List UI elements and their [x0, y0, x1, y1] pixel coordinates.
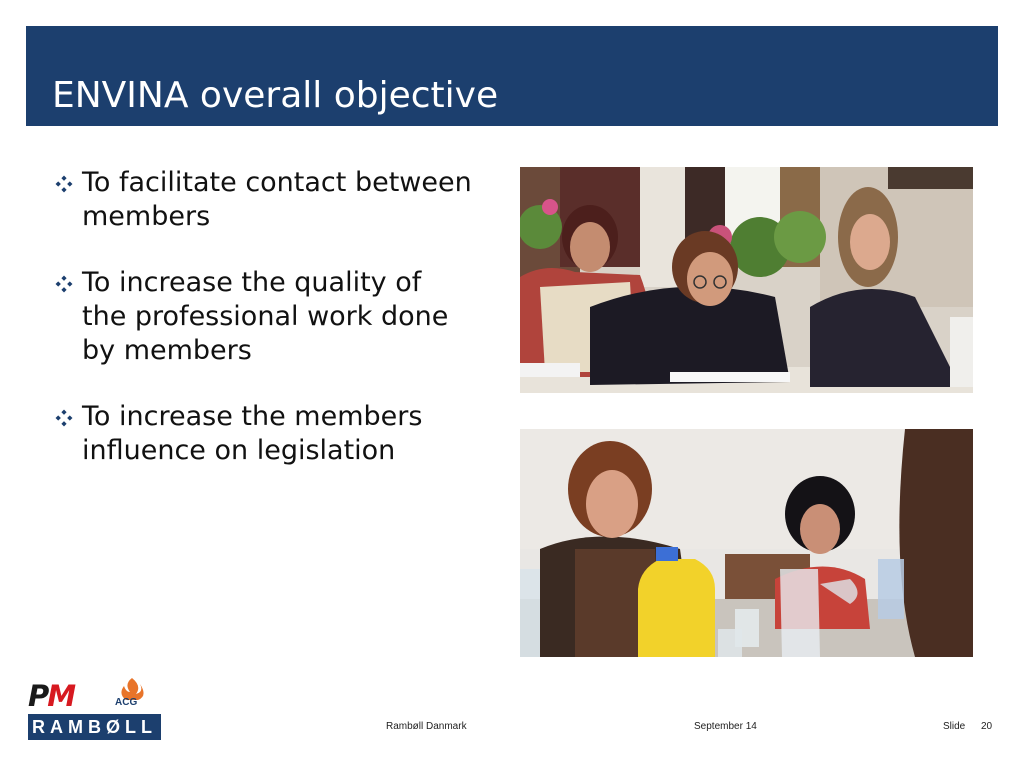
diamond-bullet-icon: [54, 274, 74, 294]
meeting-photo-bottom: [520, 429, 973, 657]
ramboll-wordmark: RAMBØLL: [28, 714, 161, 740]
pm-ramboll-logo: [28, 676, 161, 740]
bullet-line: To increase the quality of: [82, 267, 422, 298]
bullet-list: [54, 166, 504, 500]
meeting-photo-women-at-table-icon: [520, 167, 973, 393]
meeting-photo-top: [520, 167, 973, 393]
bullet-line: To facilitate contact between: [82, 167, 472, 198]
bullet-line: members: [82, 201, 211, 232]
slide-title: ENVINA overall objective: [52, 75, 499, 116]
footer-date: September 14: [694, 721, 757, 732]
bullet-line: the professional work done: [82, 301, 449, 332]
pm-logo-mark: [28, 680, 74, 712]
acg-flame-icon: [114, 676, 150, 716]
diamond-bullet-icon: [54, 174, 74, 194]
bullet-line: by members: [82, 335, 252, 366]
pm-logo-p: P: [28, 679, 48, 713]
bullet-line: To increase the members: [82, 401, 423, 432]
footer-slide-label: Slide: [943, 721, 966, 732]
bullet-item: [54, 400, 504, 468]
meeting-photo-women-with-juice-bottle-icon: [520, 429, 973, 657]
footer-slide-number: 20: [981, 721, 993, 732]
diamond-bullet-icon: [54, 408, 74, 428]
pm-logo-m: M: [47, 679, 75, 713]
acg-label: ACG: [115, 697, 138, 708]
bullet-item: [54, 266, 504, 368]
title-bar: [26, 26, 998, 126]
bullet-line: influence on legislation: [82, 435, 396, 466]
bullet-item: [54, 166, 504, 234]
footer-company: Rambøll Danmark: [386, 721, 467, 732]
